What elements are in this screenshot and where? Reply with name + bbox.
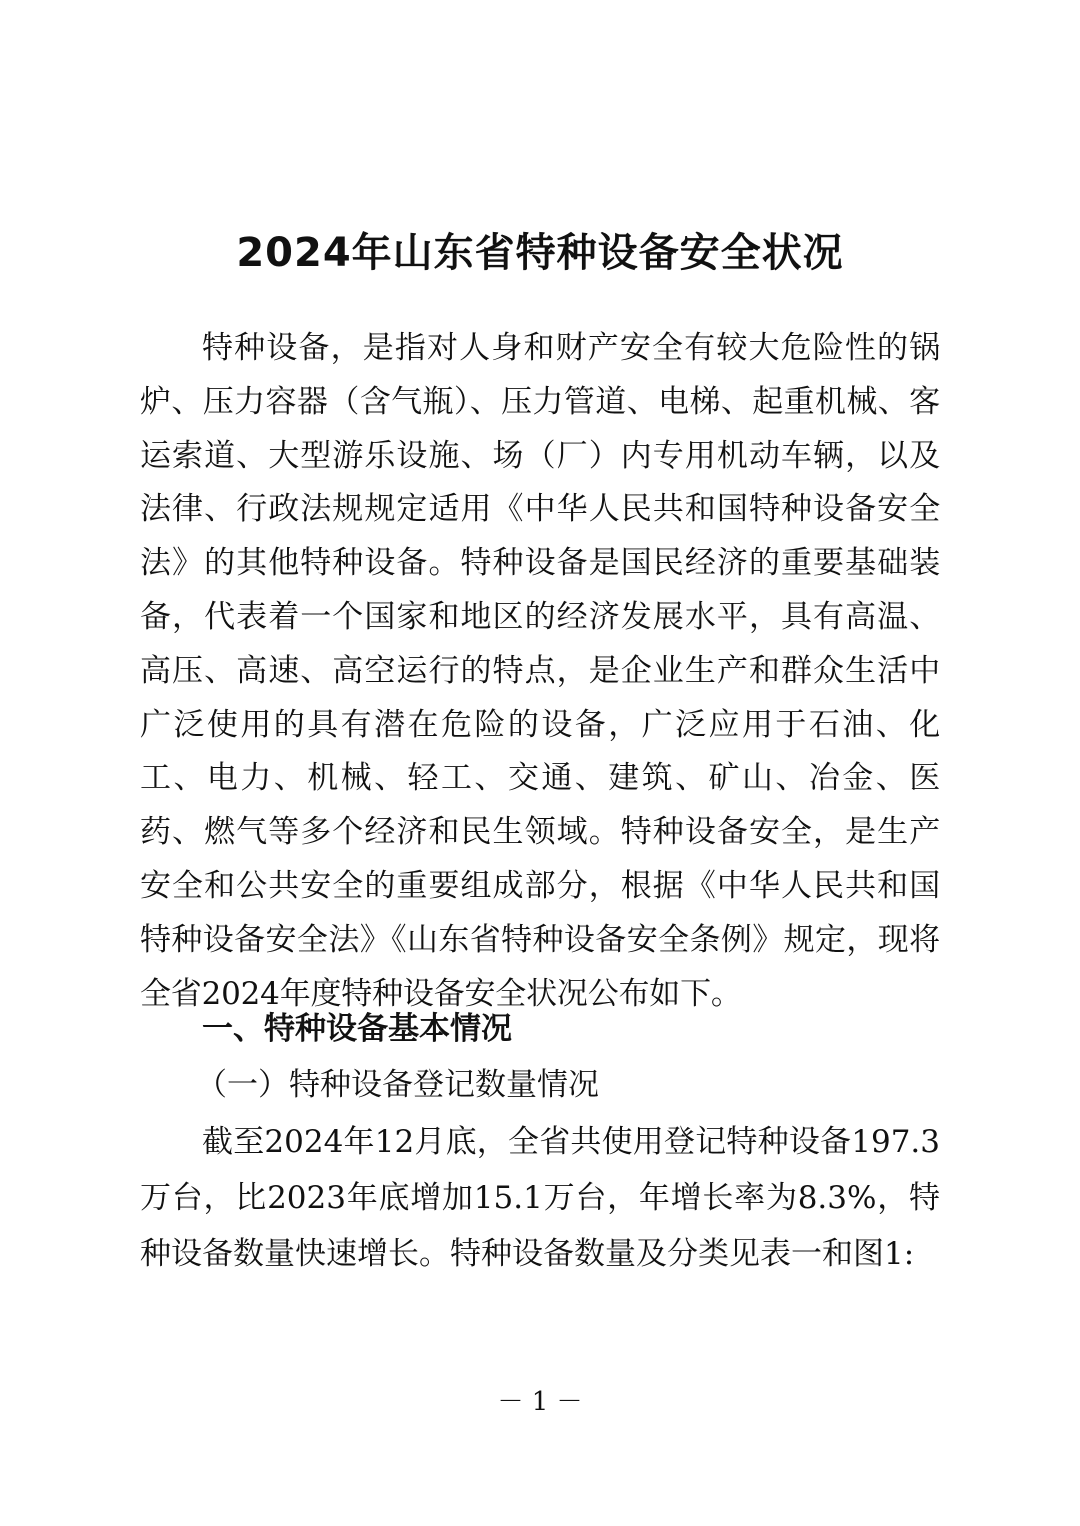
subsection-heading: （一）特种设备登记数量情况: [196, 1067, 599, 1103]
registration-paragraph: 截至2024年12月底，全省共使用登记特种设备197.3万台，比2023年底增加15.1万台，年增长率为8.3%，特种设备数量快速增长。特种设备数量及分类见表一和图1:: [140, 1124, 940, 1272]
intro-section: [140, 322, 940, 1021]
document-title: 2024年山东省特种设备安全状况: [236, 229, 844, 276]
intro-paragraph: 特种设备，是指对人身和财产安全有较大危险性的锅炉、压力容器（含气瓶）、压力管道、电梯、起重机械、客运索道、大型游乐设施、场（厂）内专用机动车辆，以及法律、行政法规规定适用《中华人民共和国特种设备安全法》的其他特种设备。特种设备是国民经济的重要基础装备，代表着一个国家和地区的经济发展水平，具有高温、高压、高速、高空运行的特点，是企业生产和群众生活中广泛使用的具有潜在危险的设备，广泛应用于石油、化工、电力、机械、轻工、交通、建筑、矿山、冶金、医药、燃气等多个经济和民生领域。特种设备安全，是生产安全和公共安全的重要组成部分，根据《中华人民共和国特种设备安全法》《山东省特种设备安全条例》规定，现将全省2024年度特种设备安全状况公布如下。: [140, 330, 940, 1012]
section-heading: 一、特种设备基本情况: [202, 1011, 512, 1047]
page-number: － 1 －: [497, 1387, 583, 1417]
